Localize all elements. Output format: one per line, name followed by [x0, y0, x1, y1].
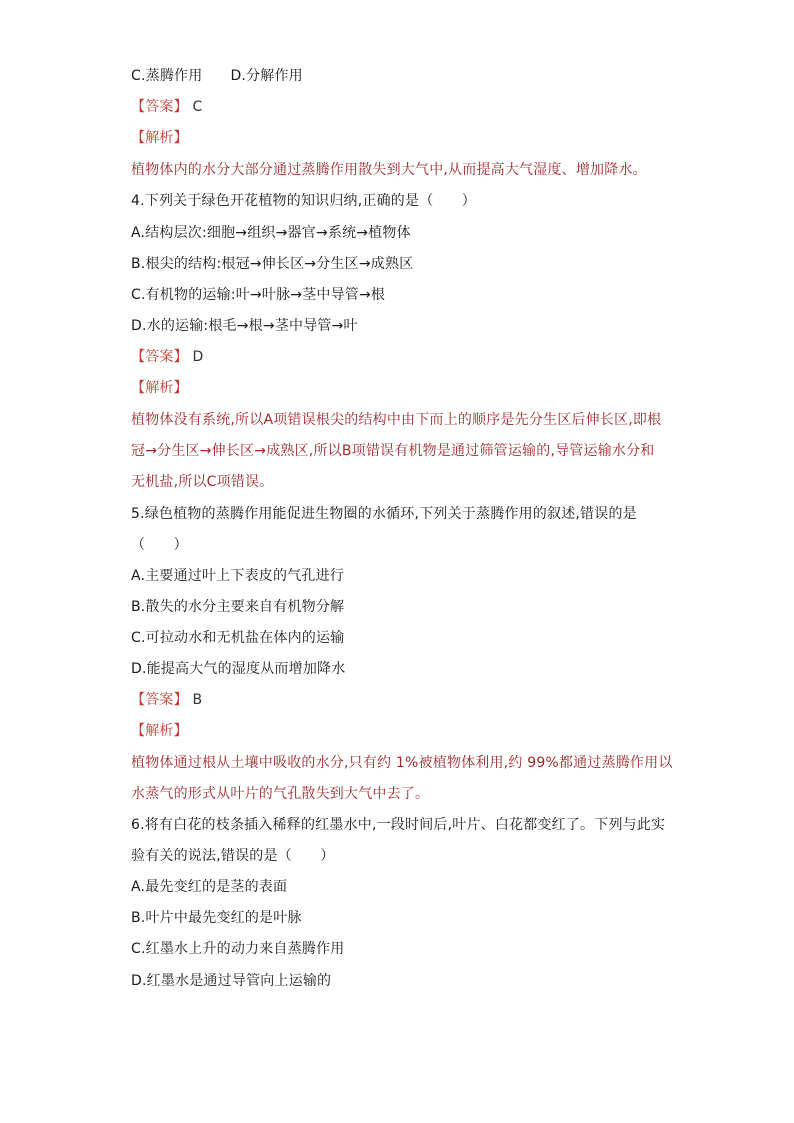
- q4-stem: 4.下列关于绿色开花植物的知识归纳,正确的是（ ）: [131, 193, 477, 209]
- q3-answer: [131, 98, 202, 116]
- q4-option-a: A.结构层次:细胞→组织→器官→系统→植物体: [131, 225, 411, 241]
- q5-answer: [131, 691, 202, 709]
- q5-analysis-line-2: 水蒸气的形式从叶片的气孔散失到大气中去了。: [131, 786, 430, 802]
- q4-option-c: C.有机物的运输:叶→叶脉→茎中导管→根: [131, 287, 386, 303]
- q5-option-d: D.能提高大气的湿度从而增加降水: [131, 661, 346, 677]
- analysis-label: 【解析】: [131, 130, 188, 146]
- answer-value: B: [192, 692, 203, 708]
- q5-analysis-line-1: 植物体通过根从土壤中吸收的水分,只有约 1%被植物体利用,约 99%都通过蒸腾作用以: [131, 755, 673, 771]
- q4-answer: [131, 348, 203, 366]
- q3-option-c: C.蒸腾作用: [131, 68, 203, 84]
- answer-label: 【答案】: [131, 692, 188, 708]
- q5-option-a: A.主要通过叶上下表皮的气孔进行: [131, 568, 344, 584]
- q5-option-b: B.散失的水分主要来自有机物分解: [131, 599, 345, 615]
- q6-option-a: A.最先变红的是茎的表面: [131, 879, 288, 895]
- q6-stem-line-1: 6.将有白花的枝条插入稀释的红墨水中,一段时间后,叶片、白花都变红了。下列与此实: [131, 817, 666, 833]
- q6-option-b: B.叶片中最先变红的是叶脉: [131, 910, 302, 926]
- q6-stem-line-2: 验有关的说法,错误的是（ ）: [131, 848, 335, 864]
- analysis-label: 【解析】: [131, 380, 188, 396]
- answer-value: D: [192, 349, 204, 365]
- q6-option-d: D.红墨水是通过导管向上运输的: [131, 973, 332, 989]
- q4-analysis-line-2: 冠→分生区→伸长区→成熟区,所以B项错误有机物是通过筛管运输的,导管运输水分和: [131, 443, 655, 459]
- q3-analysis-text: 植物体内的水分大部分通过蒸腾作用散失到大气中,从而提高大气湿度、增加降水。: [131, 162, 647, 178]
- q4-option-d: D.水的运输:根毛→根→茎中导管→叶: [131, 318, 358, 334]
- q4-analysis-line-1: 植物体没有系统,所以A项错误根尖的结构中由下而上的顺序是先分生区后伸长区,即根: [131, 412, 662, 428]
- q3-options-row: [131, 67, 303, 85]
- answer-value: C: [192, 99, 203, 115]
- q6-option-c: C.红墨水上升的动力来自蒸腾作用: [131, 941, 345, 957]
- answer-label: 【答案】: [131, 349, 188, 365]
- q3-option-d: D.分解作用: [230, 68, 303, 84]
- analysis-label: 【解析】: [131, 723, 188, 739]
- q4-option-b: B.根尖的结构:根冠→伸长区→分生区→成熟区: [131, 256, 414, 272]
- q5-stem-line-1: 5.绿色植物的蒸腾作用能促进生物圈的水循环,下列关于蒸腾作用的叙述,错误的是: [131, 506, 637, 522]
- q5-option-c: C.可拉动水和无机盐在体内的运输: [131, 630, 345, 646]
- q4-analysis-line-3: 无机盐,所以C项错误。: [131, 474, 274, 490]
- answer-label: 【答案】: [131, 99, 188, 115]
- q5-stem-line-2: （ ）: [131, 537, 188, 553]
